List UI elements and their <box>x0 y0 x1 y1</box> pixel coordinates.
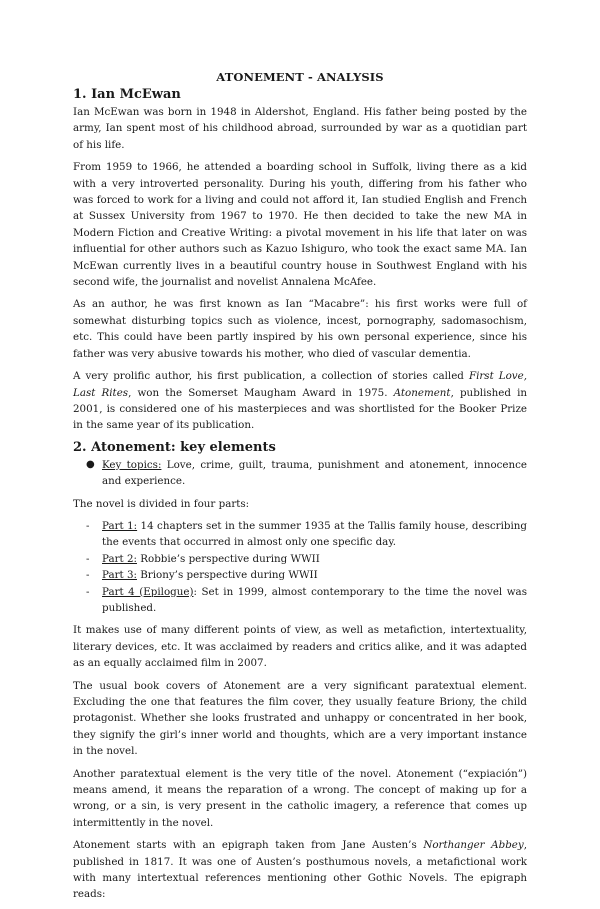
text-run: , published in 2001, is considered one of his masterpieces and was shortlisted for the Booker Prize in the same year of its publication. <box>73 386 528 432</box>
parts-list <box>73 518 527 616</box>
paragraph-birth: Ian McEwan was born in 1948 in Aldershot, England. His father being posted by the army, Ian spent most of his childhood abroad, surrounded by war as a quotidian part of his life. <box>73 106 527 151</box>
list-item <box>73 551 527 567</box>
list-item-label: Part 1: <box>102 519 138 532</box>
text-run: A very prolific author, his first publication, a collection of stories called <box>73 370 469 383</box>
list-item <box>73 457 527 490</box>
paragraph-title-meaning: Another paratextual element is the very title of the novel. Atonement (“expiación”) means amend, it means the reparation of a wrong. The concept of making up for a wrong, or a sin, is very present in the catholic imagery, a reference that comes up intermittently in the novel. <box>73 767 527 829</box>
book-title-first-love: First Love, Last Rites <box>73 370 527 399</box>
key-topics-list <box>73 457 527 490</box>
section-heading-key-elements: 2. Atonement: key elements <box>73 439 276 455</box>
document-page <box>73 70 527 909</box>
text-run: Atonement starts with an epigraph taken from Jane Austen’s <box>73 839 424 852</box>
list-item-label: Part 4 (Epilogue) <box>102 585 194 598</box>
book-title-northanger-abbey: Northanger Abbey <box>423 839 524 852</box>
book-title-atonement: Atonement <box>393 386 451 399</box>
section-heading-ian-mcewan: 1. Ian McEwan <box>73 87 181 102</box>
paragraph-publications <box>73 368 527 434</box>
list-item-label: Part 3: <box>102 569 137 582</box>
list-item-text: Love, crime, guilt, trauma, punishment and atonement, innocence and experience. <box>102 458 527 488</box>
dash-icon: - <box>86 585 90 598</box>
dash-icon: - <box>86 519 90 532</box>
paragraph-book-covers: The usual book covers of Atonement are a very significant paratextual element. Excluding the one that features the film cover, they usually feature Briony, the child protagonist. Whether she looks frustrated and unhappy or concentrated in her book, they signify the girl’s inner world and thoughts, which are a very important instance in the novel. <box>73 679 527 758</box>
paragraph-points-of-view: It makes use of many different points of view, as well as metafiction, intertextuality, literary devices, etc. It was acclaimed by readers and critics alike, and it was adapted as an equally acclaimed film in 2007. <box>73 624 527 670</box>
paragraph-parts-intro: The novel is divided in four parts: <box>73 497 250 510</box>
paragraph-education: From 1959 to 1966, he attended a boarding school in Suffolk, living there as a kid with a very introverted personality. During his youth, differing from his father who was forced to work for a living and could not afford it, Ian studied English and French at Sussex University from 1967 to 1970. He then decided to take the new MA in Modern Fiction and Creative Writing: a pivotal movement in his life that later on was influential for other authors such as Kazuo Ishiguro, who took the exact same MA. Ian McEwan currently lives in a beautiful country house in Southwest England with his second wife, the journalist and novelist Annalena McAfee. <box>73 161 527 289</box>
list-item <box>73 584 527 617</box>
list-item-label: Key topics: <box>102 458 162 471</box>
text-run: , published in 1817. It was one of Austen’s posthumous novels, a metafictional work with many intertextual references mentioning other Gothic Novels. The epigraph reads: <box>73 839 527 901</box>
paragraph-macabre: As an author, he was first known as Ian “Macabre”: his first works were full of somewhat disturbing topics such as violence, incest, pornography, sadomasochism, etc. This could have been partly inspired by his own personal experience, since his father was very abusive towards his mother, who died of vascular dementia. <box>73 298 527 360</box>
list-item-label: Part 2: <box>102 552 137 565</box>
list-item-text: Briony’s perspective during WWII <box>136 569 318 582</box>
dash-icon: - <box>86 569 90 582</box>
list-item-text: 14 chapters set in the summer 1935 at the Tallis family house, describing the events that occurred in almost only one specific day. <box>102 519 527 549</box>
list-item-text: Robbie’s perspective during WWII <box>136 552 320 565</box>
bullet-icon: ● <box>86 458 95 470</box>
list-item <box>73 567 527 583</box>
list-item <box>73 518 527 551</box>
dash-icon: - <box>86 552 90 565</box>
document-title: ATONEMENT - ANALYSIS <box>216 70 384 84</box>
text-run: , won the Somerset Maugham Award in 1975. <box>128 386 394 399</box>
list-item-text: : Set in 1999, almost contemporary to the time the novel was published. <box>102 585 527 614</box>
paragraph-epigraph <box>73 837 527 903</box>
